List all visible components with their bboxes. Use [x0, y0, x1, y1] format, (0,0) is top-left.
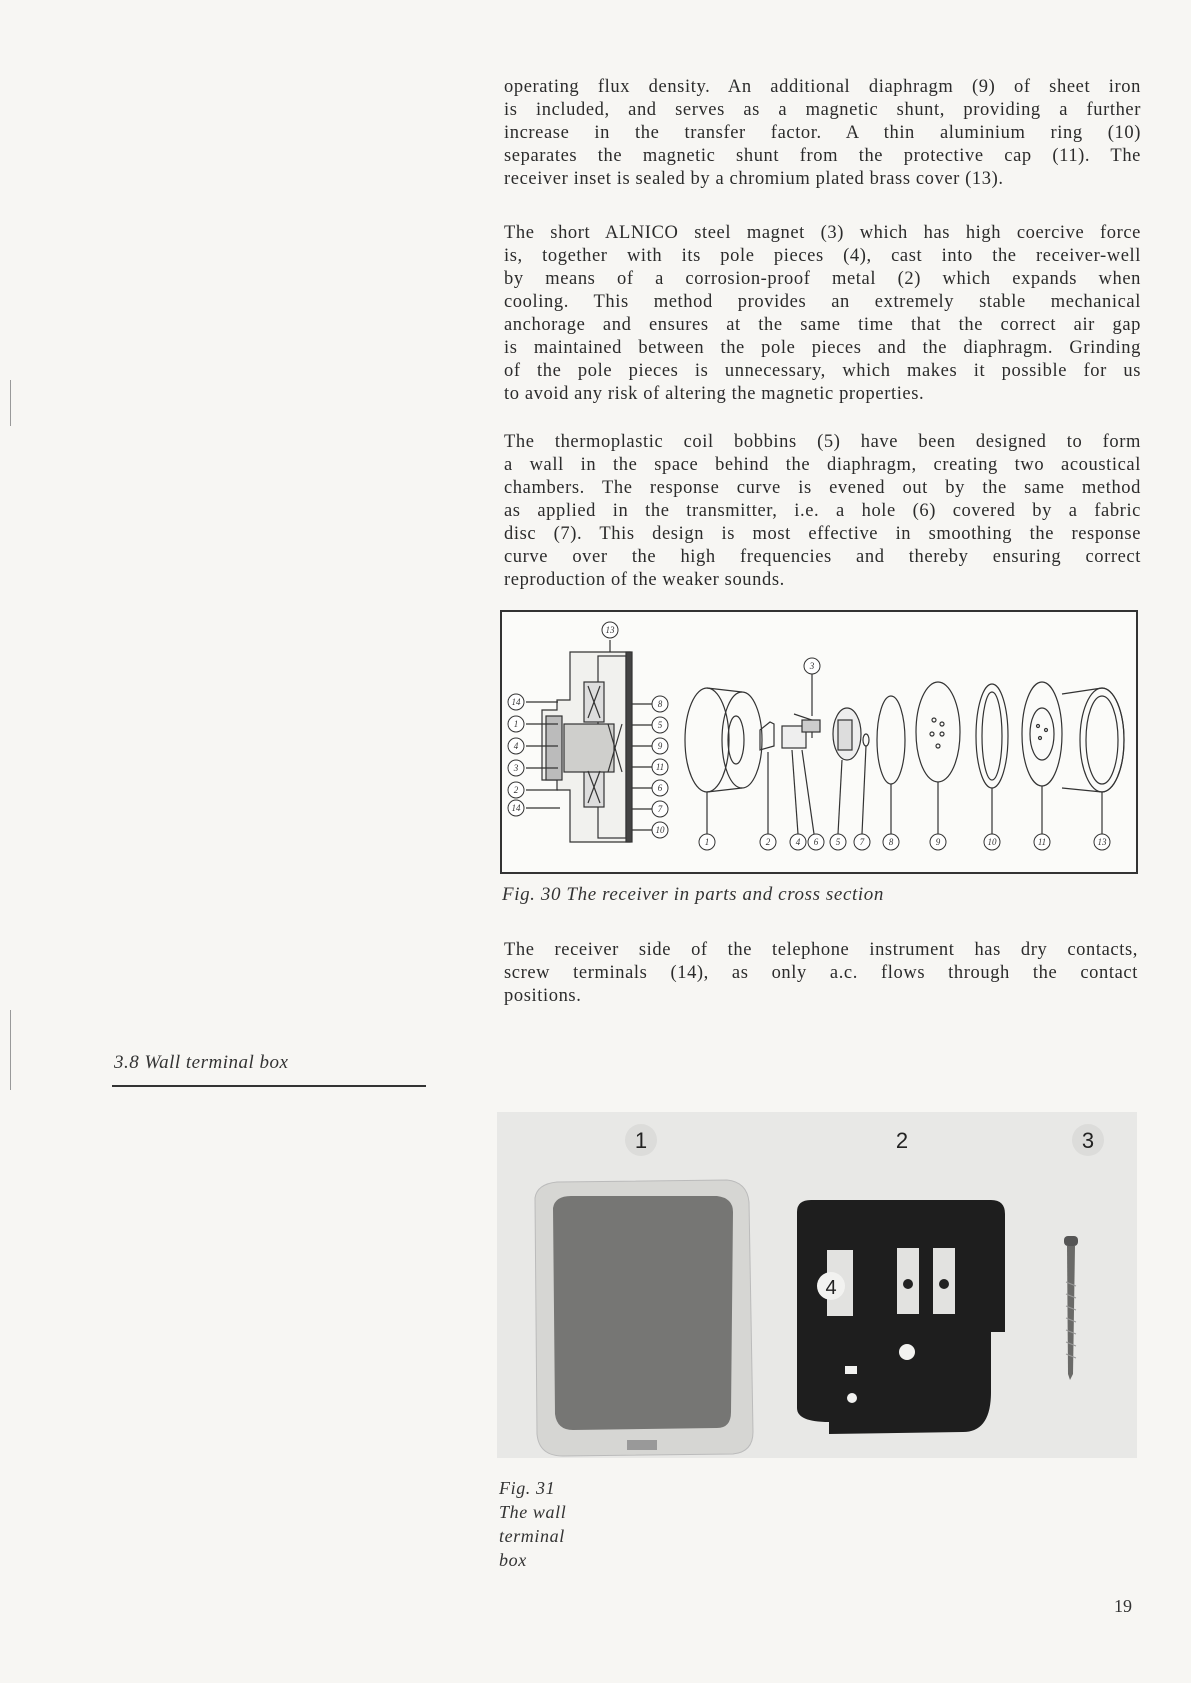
text-line: as applied in the transmitter, i.e. a hole (6) covered by a fabric	[504, 501, 1141, 521]
callout-label: 11	[1037, 837, 1047, 847]
heading-rule	[112, 1085, 426, 1087]
text-line: The thermoplastic coil bobbins (5) have been designed to form	[504, 432, 1141, 452]
callout-label: 11	[655, 762, 665, 772]
caption-line: Fig. 31	[499, 1478, 556, 1498]
text-line: anchorage and ensures at the same time that the correct air gap	[504, 315, 1141, 335]
page-number: 19	[1114, 1596, 1132, 1616]
paragraph-1	[504, 76, 1141, 191]
callout-label: 6	[813, 837, 819, 847]
callout-label: 1	[513, 719, 519, 729]
scan-mark	[10, 1010, 11, 1090]
text-line: receiver inset is sealed by a chromium plated brass cover (13).	[504, 169, 1004, 189]
callout-label: 5	[657, 720, 663, 730]
callout-label: 7	[657, 804, 663, 814]
figure-31-caption	[499, 1476, 566, 1572]
callout-label: 7	[859, 837, 865, 847]
caption-line: The wall	[499, 1502, 567, 1522]
text-line: by means of a corrosion-proof metal (2) which expands when	[504, 269, 1141, 289]
text-line: is, together with its pole pieces (4), cast into the receiver-well	[504, 246, 1141, 266]
part-callouts	[699, 834, 1110, 850]
text-line: is maintained between the pole pieces and the diaphragm. Grinding	[504, 338, 1141, 358]
item-number: 1	[634, 1128, 648, 1153]
callout-label: 3	[513, 763, 519, 773]
figure-30-caption: Fig. 30 The receiver in parts and cross section	[502, 884, 884, 905]
left-callouts	[508, 694, 524, 816]
caption-line: box	[499, 1550, 527, 1570]
text-line: of the pole pieces is unnecessary, which makes it possible for us	[504, 361, 1141, 381]
text-line: chambers. The response curve is evened out by the same method	[504, 478, 1141, 498]
wall-terminal-box-photo	[497, 1112, 1137, 1458]
callout-label: 2	[765, 837, 771, 847]
inner-number: 4	[825, 1277, 837, 1299]
receiver-diagram	[502, 612, 1136, 872]
callout-label: 14	[511, 697, 521, 707]
callout-label: 6	[657, 783, 663, 793]
section-heading: 3.8 Wall terminal box	[114, 1052, 289, 1073]
text-line: is included, and serves as a magnetic shunt, providing a further	[504, 100, 1141, 120]
callout-label: 4	[513, 741, 519, 751]
text-line: positions.	[504, 986, 582, 1006]
callout-label: 2	[513, 785, 519, 795]
callout-label: 8	[657, 699, 663, 709]
paragraph-2	[504, 222, 1141, 406]
text-line: The short ALNICO steel magnet (3) which has high coercive force	[504, 223, 1141, 243]
callout-label: 8	[888, 837, 894, 847]
callout-label: 10	[655, 825, 665, 835]
scan-mark	[10, 380, 11, 426]
text-line: reproduction of the weaker sounds.	[504, 570, 785, 590]
paragraph-4	[504, 939, 1138, 1008]
caption-line: terminal	[499, 1526, 565, 1546]
text-line: cooling. This method provides an extremely stable mechanical	[504, 292, 1141, 312]
text-line: separates the magnetic shunt from the protective cap (11). The	[504, 146, 1141, 166]
callout-label: 13	[1097, 837, 1107, 847]
text-line: The receiver side of the telephone instrument has dry contacts,	[504, 940, 1138, 960]
callout-label: 4	[795, 837, 801, 847]
text-line: disc (7). This design is most effective in smoothing the response	[504, 524, 1141, 544]
callout-label: 13	[605, 625, 615, 635]
text-line: to avoid any risk of altering the magnetic properties.	[504, 384, 925, 404]
text-line: screw terminals (14), as only a.c. flows through the contact	[504, 963, 1138, 983]
callout-label: 1	[704, 837, 710, 847]
text-line: a wall in the space behind the diaphragm, creating two acoustical	[504, 455, 1141, 475]
text-line: increase in the transfer factor. A thin aluminium ring (10)	[504, 123, 1141, 143]
receiver-parts-figure	[500, 610, 1138, 874]
callout-label: 9	[935, 837, 941, 847]
item-number: 2	[895, 1128, 909, 1153]
terminal-box-illustration	[497, 1112, 1137, 1458]
callout-label: 9	[657, 741, 663, 751]
callout-label: 14	[511, 803, 521, 813]
text-line: curve over the high frequencies and thereby ensuring correct	[504, 547, 1141, 567]
paragraph-3	[504, 431, 1141, 592]
callout-label: 3	[809, 661, 815, 671]
callout-label: 5	[835, 837, 841, 847]
item-number: 3	[1081, 1128, 1095, 1153]
text-line: operating flux density. An additional diaphragm (9) of sheet iron	[504, 77, 1141, 97]
right-callouts	[652, 696, 668, 838]
callout-label: 10	[987, 837, 997, 847]
